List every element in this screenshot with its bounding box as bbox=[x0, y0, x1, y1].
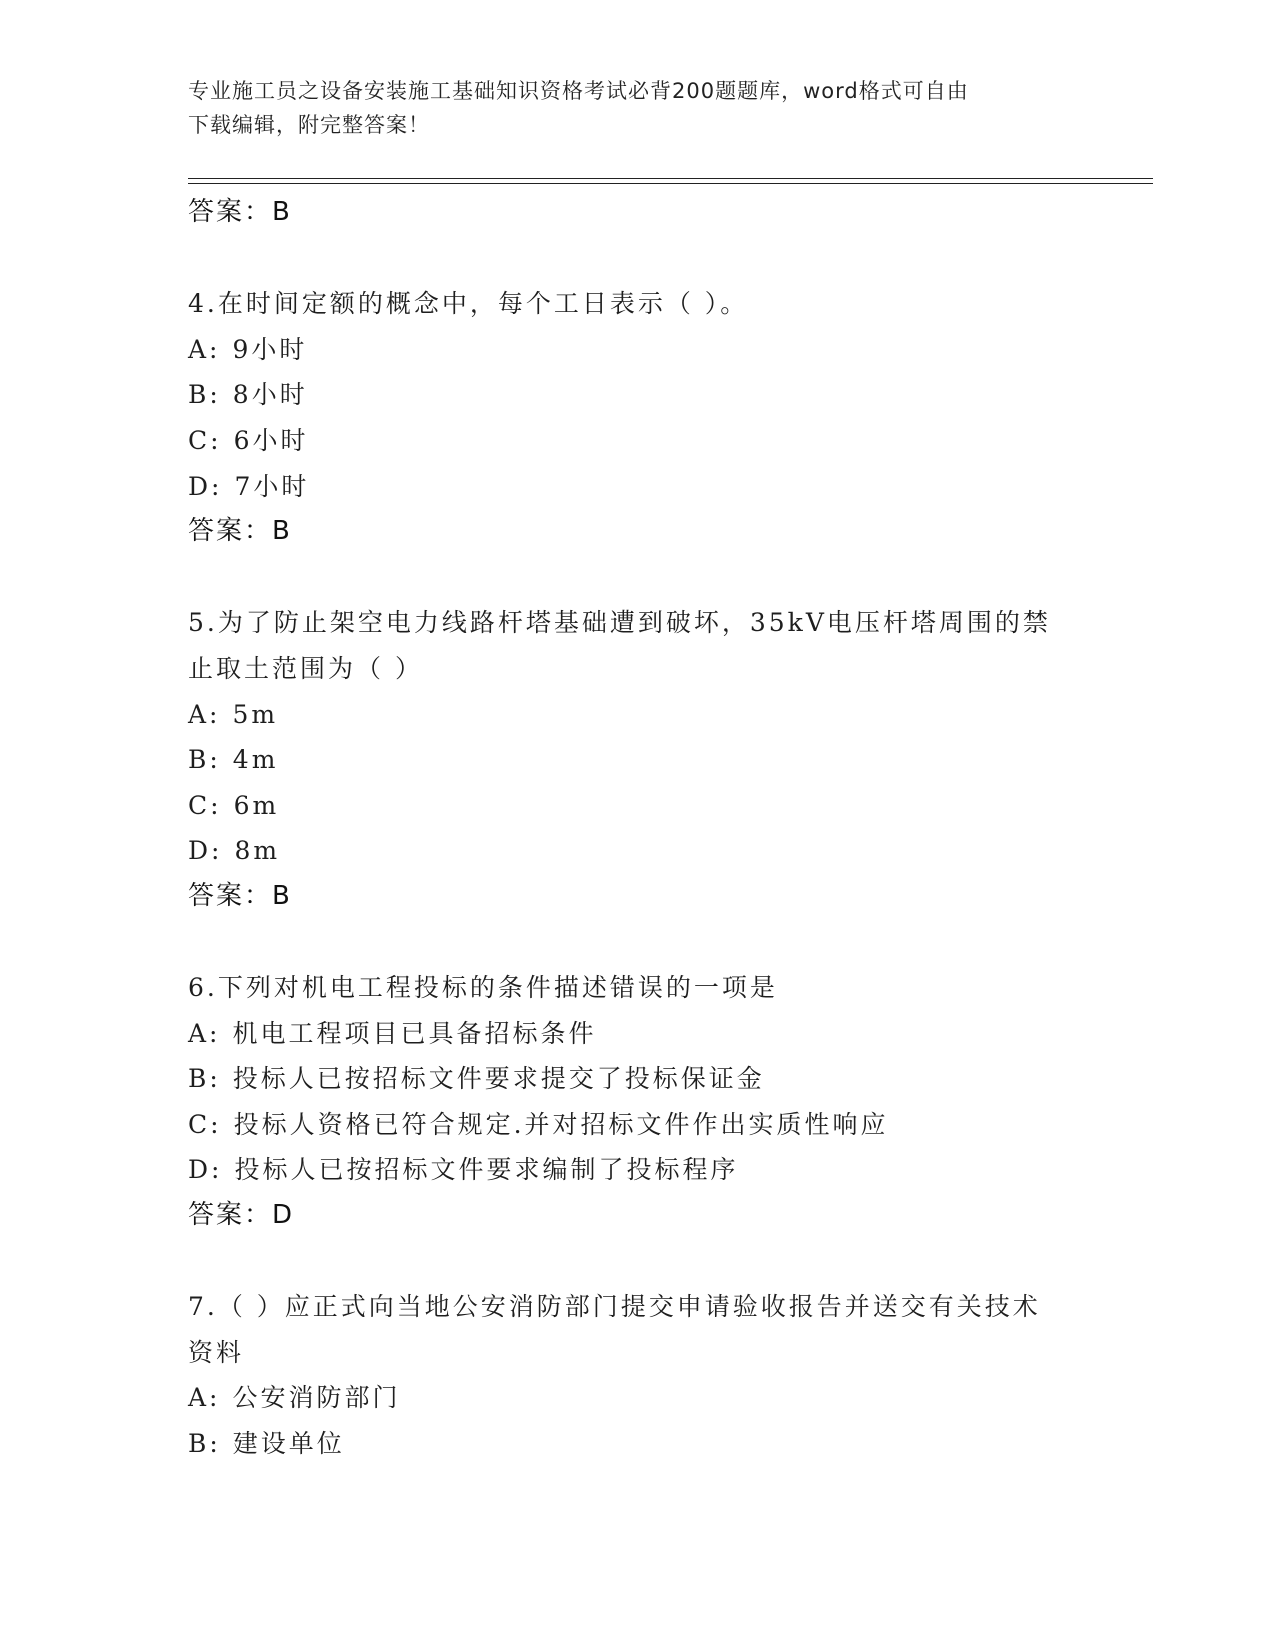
option-label: B: bbox=[188, 745, 221, 775]
option-label: C: bbox=[188, 790, 222, 820]
option-d bbox=[188, 1147, 1088, 1193]
option-text: 投标人资格已符合规定.并对招标文件作出实质性响应 bbox=[233, 1109, 889, 1139]
option-text: 投标人已按招标文件要求编制了投标程序 bbox=[234, 1155, 739, 1185]
question-block bbox=[188, 965, 1088, 1239]
option-c bbox=[188, 1102, 1088, 1148]
option-a bbox=[188, 1375, 1088, 1421]
spacer bbox=[188, 236, 1088, 282]
option-d bbox=[188, 828, 1088, 874]
option-text: 5m bbox=[232, 699, 279, 729]
option-text: 4m bbox=[232, 745, 279, 775]
option-text: 6小时 bbox=[233, 425, 309, 455]
option-text: 6m bbox=[233, 790, 280, 820]
option-label: B: bbox=[188, 1064, 221, 1094]
question-block bbox=[188, 600, 1088, 919]
option-c bbox=[188, 418, 1088, 464]
document-header bbox=[188, 74, 1068, 142]
option-b bbox=[188, 737, 1088, 783]
header-line-1: 专业施工员之设备安装施工基础知识资格考试必背200题题库，word格式可自由 bbox=[188, 79, 969, 103]
option-label: A: bbox=[188, 699, 221, 729]
header-line-2: 下载编辑，附完整答案！ bbox=[188, 113, 430, 137]
option-a bbox=[188, 327, 1088, 373]
spacer bbox=[188, 555, 1088, 601]
option-text: 建设单位 bbox=[232, 1429, 345, 1459]
option-b bbox=[188, 1056, 1088, 1102]
option-d bbox=[188, 464, 1088, 510]
option-a bbox=[188, 1011, 1088, 1057]
question-text: 7.（ ）应正式向当地公安消防部门提交申请验收报告并送交有关技术 bbox=[188, 1292, 1041, 1322]
spacer bbox=[188, 920, 1088, 966]
option-text: 8m bbox=[234, 836, 281, 866]
question-text: 5.为了防止架空电力线路杆塔基础遭到破坏，35kV电压杆塔周围的禁 bbox=[188, 608, 1051, 638]
answer-line: 答案：B bbox=[188, 197, 292, 227]
option-b bbox=[188, 1421, 1088, 1467]
option-label: A: bbox=[188, 1383, 221, 1413]
option-label: D: bbox=[188, 836, 223, 866]
question-text: 4.在时间定额的概念中，每个工日表示（ ）。 bbox=[188, 289, 749, 319]
option-text: 9小时 bbox=[232, 334, 308, 364]
question-text-continued: 资料 bbox=[188, 1337, 245, 1367]
option-c bbox=[188, 783, 1088, 829]
option-label: A: bbox=[188, 334, 221, 364]
option-label: C: bbox=[188, 1109, 222, 1139]
header-divider-bottom bbox=[188, 183, 1153, 184]
option-label: D: bbox=[188, 1155, 223, 1185]
option-text: 8小时 bbox=[232, 380, 308, 410]
question-block bbox=[188, 281, 1088, 555]
question-block bbox=[188, 1284, 1088, 1466]
header-divider-top bbox=[188, 178, 1153, 179]
question-list bbox=[188, 190, 1088, 1467]
answer-line: 答案：B bbox=[188, 516, 292, 547]
option-text: 机电工程项目已具备招标条件 bbox=[232, 1018, 597, 1048]
spacer bbox=[188, 1239, 1088, 1285]
option-label: C: bbox=[188, 425, 222, 455]
option-b bbox=[188, 372, 1088, 418]
option-a bbox=[188, 692, 1088, 738]
option-label: D: bbox=[188, 471, 223, 501]
option-label: B: bbox=[188, 380, 221, 410]
answer-line: 答案：B bbox=[188, 880, 292, 911]
option-label: B: bbox=[188, 1429, 221, 1459]
answer-line: 答案：D bbox=[188, 1200, 295, 1231]
option-text: 投标人已按招标文件要求提交了投标保证金 bbox=[232, 1064, 765, 1094]
question-text-continued: 止取土范围为（ ） bbox=[188, 653, 423, 683]
option-text: 公安消防部门 bbox=[232, 1383, 401, 1413]
option-label: A: bbox=[188, 1018, 221, 1048]
question-text: 6.下列对机电工程投标的条件描述错误的一项是 bbox=[188, 973, 778, 1003]
option-text: 7小时 bbox=[234, 471, 310, 501]
